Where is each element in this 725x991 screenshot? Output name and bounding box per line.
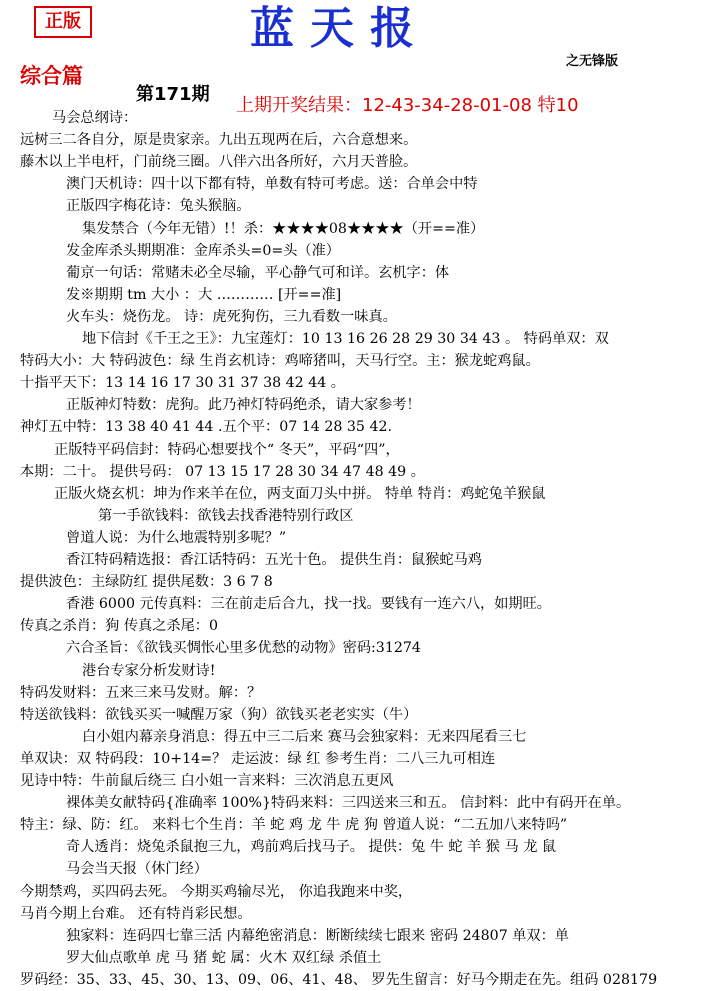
text-line-1: 马会总纲诗：: [52, 110, 138, 126]
text-line-8: 葡京一句话：常赌未必全尽输，平心静气可和详。玄机字：体: [66, 265, 450, 281]
text-line-28: 特送欲钱料：欲钱买买一喊醒万家（狗）欲钱买老老实实（牛）: [20, 707, 418, 723]
text-line-27: 特码发财料：五来三来马发财。解：？: [20, 685, 262, 701]
text-line-21: 香江特码精选报：香江话特码：五光十色。 提供生肖：鼠猴蛇马鸡: [66, 552, 482, 568]
text-line-39: 罗大仙点歌单 虎 马 猪 蛇 属：火木 双红绿 杀值土: [66, 950, 382, 966]
issue-number: 第171期: [136, 84, 210, 105]
text-line-17: 本期：二十。 提供号码： 07 13 15 17 28 30 34 47 48 49 。: [20, 464, 425, 480]
text-line-20: 曾道人说：为什么地震特别多呢？”: [66, 530, 287, 546]
text-line-16: 正版特平码信封：特码心想要找个“ 冬天”，平码“四”，: [54, 442, 400, 458]
text-line-29: 白小姐内幕亲身消息：得五中三二后来 赛马会独家料：无来四尾看三七: [82, 729, 527, 745]
text-line-19: 第一手欲钱料：欲钱去找香港特别行政区: [98, 508, 354, 524]
text-line-31: 见诗中特：牛前鼠后绕三 白小姐一言来料：三次消息五更风: [20, 773, 394, 789]
text-line-37: 马肖今期上台难。 还有特肖彩民想。: [20, 906, 252, 922]
text-line-34: 奇人透肖：烧兔杀鼠抱三九，鸡前鸡后找马子。 提供：兔 牛 蛇 羊 猴 马 龙 鼠: [66, 839, 557, 855]
text-line-32: 裸体美女献特码{准确率 100%}特码来料：三四送来三和五。 信封料：此中有码开在单。: [66, 795, 631, 811]
section-label: 综合篇: [20, 64, 83, 88]
text-line-25: 六合圣旨：《欲钱买惆怅心里多优愁的动物》密码:31274: [66, 640, 421, 656]
text-line-40: 罗码经：35、33、45、30、13、09、06、41、48、 罗先生留言：好马今期走在先。组码 028179: [20, 972, 658, 988]
text-line-2: 远树三二各自分，原是贵家亲。九出五现两在后，六合意想来。: [20, 132, 418, 148]
text-line-23: 香港 6000 元传真料：三在前走后合九，找一找。要钱有一连六八，如期旺。: [66, 596, 551, 612]
text-line-3: 藤木以上半电杆，门前绕三圈。八伴六出各所好，六月天普脸。: [20, 154, 418, 170]
text-line-9: 发※期期 tm 大小 ：大 ………… [开==准]: [66, 287, 342, 303]
text-line-38: 独家料：连码四七靠三活 内幕绝密消息：断断续续七跟来 密码 24807 单双：单: [66, 928, 569, 944]
text-line-7: 发金库杀头期期准：金库杀头=0=头（准）: [66, 243, 340, 259]
text-line-22: 提供波色：主绿防红 提供尾数：3 6 7 8: [20, 574, 273, 590]
text-line-4: 澳门天机诗：四十以下都有特，单数有特可考虑。送：合单会中特: [66, 176, 478, 192]
text-line-13: 十指平天下：13 14 16 17 30 31 37 38 42 44 。: [20, 375, 345, 391]
text-line-5: 正版四字梅花诗：兔头猴脑。: [66, 198, 251, 214]
text-line-10: 火车头：烧伤龙。 诗：虎死狗伤，三九看数一味真。: [66, 309, 397, 325]
text-line-12: 特码大小：大 特码波色：绿 生肖玄机诗：鸡啼猪叫，天马行空。主：猴龙蛇鸡鼠。: [20, 353, 540, 369]
text-line-35: 马会当天报（休门经）: [66, 861, 208, 877]
text-line-24: 传真之杀肖：狗 传真之杀尾：0: [20, 618, 218, 634]
newspaper-title: 蓝天报: [250, 3, 430, 54]
text-line-18: 正版火烧玄机：坤为作来羊在位，两支面刀头中拼。 特单 特肖：鸡蛇兔羊猴鼠: [54, 486, 546, 502]
text-line-6: 集发禁合（今年无错）!！杀：★★★★08★★★★（开==准）: [82, 221, 485, 237]
text-line-33: 特主：绿、防：红。 来料七个生肖：羊 蛇 鸡 龙 牛 虎 狗 曾道人说：“二五加八来特吗”: [20, 817, 568, 833]
text-line-36: 今期禁鸡，买四码去死。 今期买鸡输尽光， 你追我跑来中奖，: [20, 884, 413, 900]
text-line-26: 港台专家分析发财诗!: [82, 663, 216, 679]
text-line-30: 单双诀：双 特码段：10+14=？ 走运波：绿 红 参考生肖：二八三九可相连: [20, 751, 496, 767]
text-line-11: 地下信封《千王之王》：九宝莲灯：10 13 16 26 28 29 30 34 43 。 特码单双：双: [82, 331, 609, 347]
edition-label: 之无锋版: [566, 54, 619, 69]
text-line-14: 正版神灯特数：虎狗。此乃神灯特码绝杀，请大家参考！: [66, 397, 421, 413]
authentic-edition-badge: 正版: [34, 6, 92, 38]
text-line-15: 神灯五中特：13 38 40 41 44 .五个平：07 14 28 35 42.: [20, 419, 393, 435]
last-draw-result: 上期开奖结果：12-43-34-28-01-08 特10: [236, 95, 579, 116]
